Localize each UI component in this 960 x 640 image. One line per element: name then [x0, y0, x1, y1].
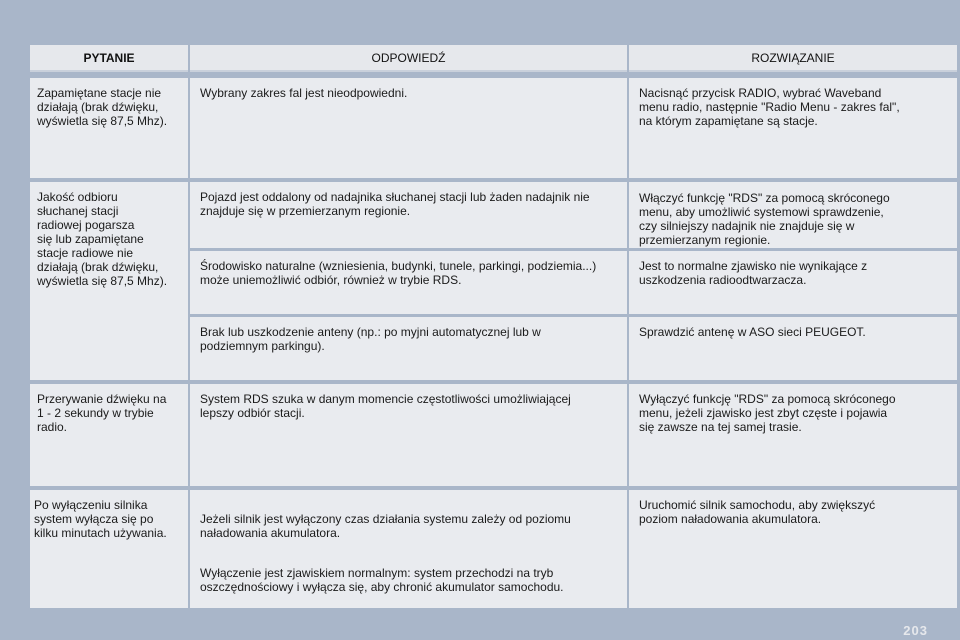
- header-question: PYTANIE: [30, 45, 188, 72]
- row-2a-answer: Pojazd jest oddalony od nadajnika słuchanej stacji lub żaden nadajnik nie znajduje się w przemierzanym regionie.: [190, 182, 627, 248]
- row-4-answer: [190, 490, 627, 608]
- row-2c-answer: Brak lub uszkodzenie anteny (np.: po myjni automatycznej lub w podziemnym parkingu).: [190, 317, 627, 380]
- row-2b-answer: Środowisko naturalne (wzniesienia, budynki, tunele, parkingi, podziemia...) może uniemożliwić odbiór, również w trybie RDS.: [190, 251, 627, 314]
- row-3-solution: Wyłączyć funkcję "RDS" za pomocą skróconego menu, jeżeli zjawisko jest zbyt częste i pojawia się zawsze na tej samej trasie.: [629, 384, 957, 486]
- row-2b-solution: Jest to normalne zjawisko nie wynikające z uszkodzenia radioodtwarzacza.: [629, 251, 957, 314]
- row-3-answer: System RDS szuka w danym momencie częstotliwości umożliwiającej lepszy odbiór stacji.: [190, 384, 627, 486]
- row-4-question: Po wyłączeniu silnika system wyłącza się po kilku minutach używania.: [30, 490, 188, 608]
- row-4-answer-paragraph-1: Jeżeli silnik jest wyłączony czas działania systemu zależy od poziomu naładowania akumulatora.: [200, 512, 571, 540]
- row-4-answer-paragraph-2: Wyłączenie jest zjawiskiem normalnym: system przechodzi na tryb oszczędnościowy i wyłącza się, aby chronić akumulator samochodu.: [200, 566, 564, 594]
- row-1-question: Zapamiętane stacje nie działają (brak dźwięku, wyświetla się 87,5 Mhz).: [30, 78, 188, 178]
- row-4-solution: Uruchomić silnik samochodu, aby zwiększyć poziom naładowania akumulatora.: [629, 490, 957, 608]
- row-3-question: Przerywanie dźwięku na 1 - 2 sekundy w trybie radio.: [30, 384, 188, 486]
- page-number: 203: [903, 623, 928, 638]
- faq-table: [30, 45, 957, 608]
- row-2-question: Jakość odbioru słuchanej stacji radiowej pogarsza się lub zapamiętane stacje radiowe nie działają (brak dźwięku, wyświetla się 87,5 Mhz).: [30, 182, 188, 380]
- row-2c-solution: Sprawdzić antenę w ASO sieci PEUGEOT.: [629, 317, 957, 380]
- header-answer: ODPOWIEDŹ: [190, 45, 627, 72]
- header-solution: ROZWIĄZANIE: [629, 45, 957, 72]
- row-1-solution: Nacisnąć przycisk RADIO, wybrać Waveband menu radio, następnie "Radio Menu - zakres fal", na którym zapamiętane są stacje.: [629, 78, 957, 178]
- row-1-answer: Wybrany zakres fal jest nieodpowiedni.: [190, 78, 627, 178]
- row-2a-solution: Włączyć funkcję "RDS" za pomocą skróconego menu, aby umożliwić systemowi sprawdzenie, czy silniejszy nadajnik nie znajduje się w przemierzanym regionie.: [629, 182, 957, 248]
